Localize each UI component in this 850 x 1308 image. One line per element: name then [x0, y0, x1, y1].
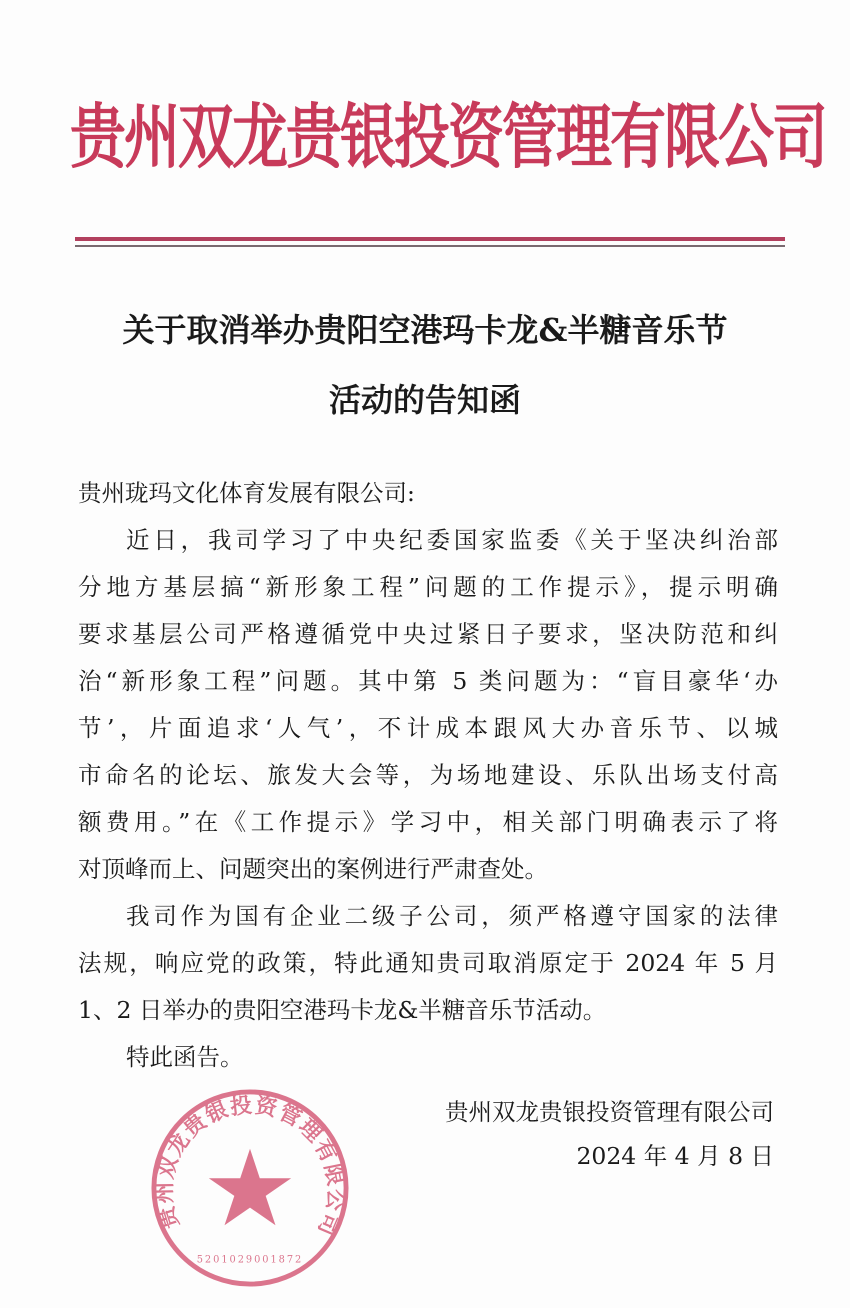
body-line: 近日，我司学习了中央纪委国家监委《关于坚决纠治部 [126, 526, 778, 554]
letterhead-rule-thick [75, 237, 785, 241]
body-line: 市命名的论坛、旅发大会等，为场地建设、乐队出场支付高 [78, 761, 778, 789]
document-title-line-2: 活动的告知函 [328, 381, 521, 419]
body-line: 1、2 日举办的贵阳空港玛卡龙&半糖音乐节活动。 [78, 996, 607, 1024]
signature-date: 2024 年 4 月 8 日 [576, 1142, 774, 1170]
seal-text: 贵州双龙贵银投资管理有限公司 [152, 1093, 349, 1239]
signature-company: 贵州双龙贵银投资管理有限公司 [445, 1098, 774, 1126]
closing-line: 特此函告。 [126, 1043, 244, 1071]
letterhead-company-name: 贵州双龙贵银投资管理有限公司 [70, 95, 826, 179]
document-title-line-1: 关于取消举办贵阳空港玛卡龙&半糖音乐节 [122, 311, 728, 349]
body-line: 额费用。”在《工作提示》学习中，相关部门明确表示了将 [78, 808, 778, 836]
body-line: 法规，响应党的政策，特此通知贵司取消原定于 2024 年 5 月 [78, 949, 778, 977]
company-seal [150, 1088, 350, 1288]
body-line: 对顶峰而上、问题突出的案例进行严肃查处。 [78, 855, 548, 883]
recipient: 贵州珑玛文化体育发展有限公司: [78, 479, 415, 507]
body-line: 我司作为国有企业二级子公司，须严格遵守国家的法律 [126, 902, 778, 930]
letterhead-rule-thin [75, 245, 785, 247]
body-line: 治“新形象工程”问题。其中第 5 类问题为：“盲目豪华‘办 [78, 667, 778, 695]
seal-star-icon [209, 1149, 291, 1225]
body-line: 分地方基层搞“新形象工程”问题的工作提示》，提示明确 [78, 573, 778, 601]
seal-number: 5201029001872 [196, 1254, 304, 1266]
body-line: 节’，片面追求‘人气’，不计成本跟风大办音乐节、以城 [78, 714, 778, 742]
body-line: 要求基层公司严格遵循党中央过紧日子要求，坚决防范和纠 [78, 620, 778, 648]
